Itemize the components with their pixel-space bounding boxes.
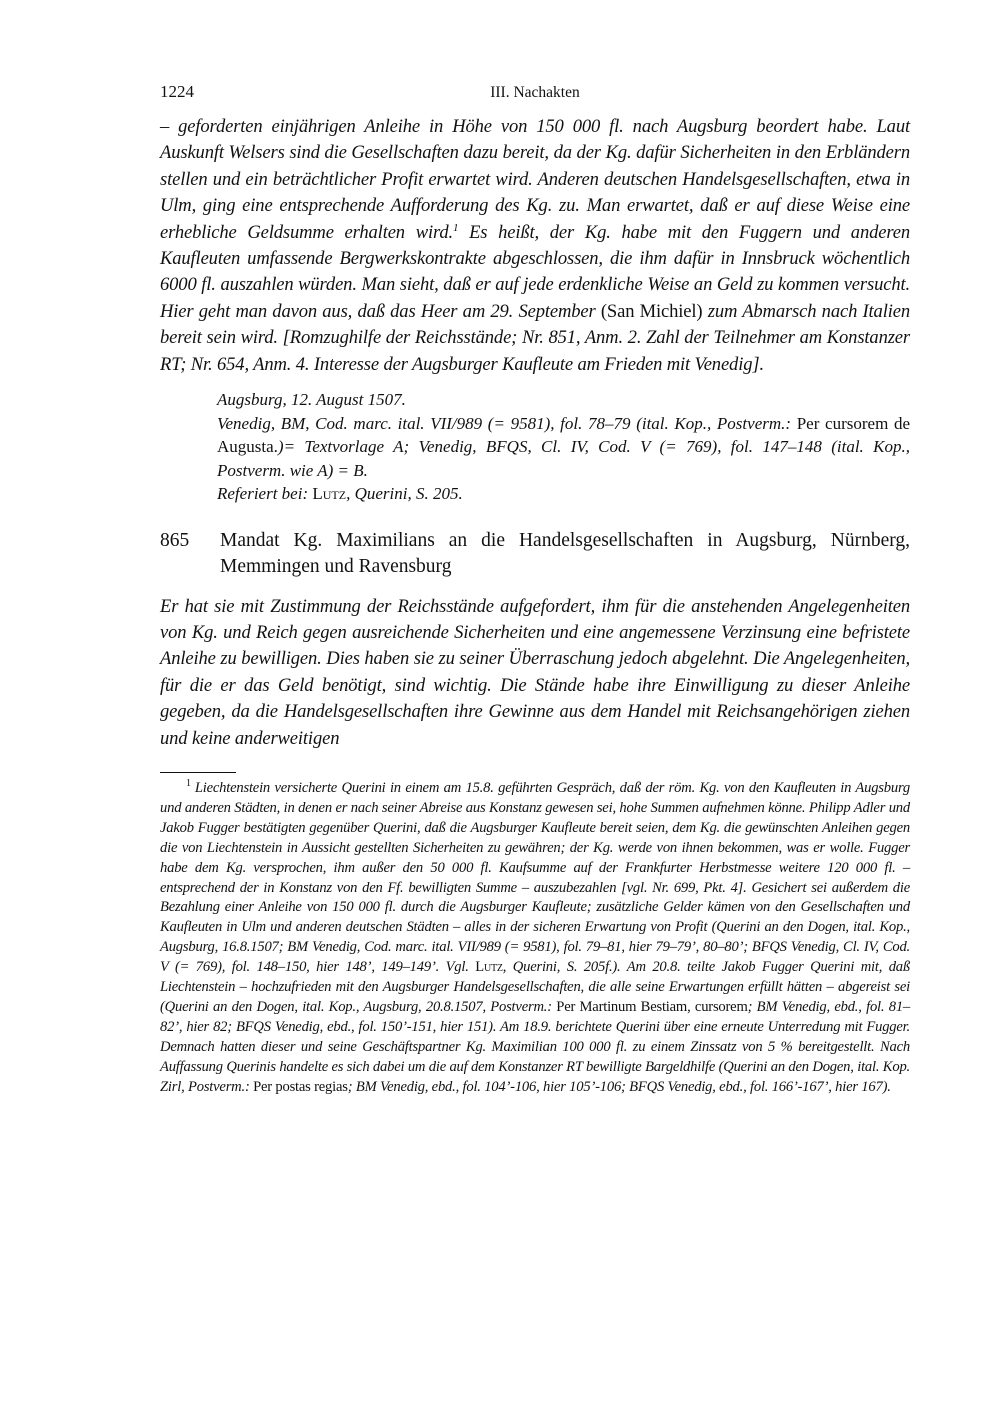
continuation-upright-text: (San Michiel) <box>600 300 703 322</box>
footnote-text: Liechtenstein versicherte Querini in einem am 15.8. geführten Gespräch, daß der röm. Kg. von den Kaufleuten in Augsburg und anderen Städten, in denen er nach seiner Abreise aus Konstanz gewesen sei, hohe Summen aufnehmen könne. Philipp Adler und Jakob Fugger bestätigten gegenüber Querini, daß die Augsburger Kaufleute bereit seien, dem Kg. die gewünschten Anleihen gegen die von Liechtenstein in Aussicht gestellten Sicherheiten zu gewähren; der Kg. werde von ihnen bekommen, was er wolle. Fugger habe dem Kg. versprochen, ihm außer den 50 000 fl. Kaufsumme auf der Frankfurter Herbstmesse weitere 120 000 fl. – entsprechend der in Konstanz von den Ff. bewilligten Summe – auszubezahlen [vgl. Nr. 699, Pkt. 4]. Gesichert sei außerdem die Bezahlung einer Anleihe von 150 000 fl. durch die Augsburger Kaufleute; zusätzliche Gelder kämen von den Gesellschaften und Kaufleuten in Ulm und anderen deutschen Städten – alles in der sicheren Erwartung von Profit (Querini an den Dogen, ital. Kop., Augsburg, 16.8.1507; BM Venedig, Cod. marc. ital. VII/989 (= 9581), fol. 79–81, hier 79–79’, 80–80’; BFQS Venedig, Cl. IV, Cod. V (= 769), fol. 148–150, hier 148’, 149–149’. Vgl. <box>160 780 910 976</box>
referenced-label: Referiert bei: <box>217 484 313 504</box>
referenced-author: Lutz <box>312 484 347 504</box>
page-number: 1224 <box>160 82 194 101</box>
referenced-by <box>217 482 910 506</box>
archive-upright-text: Per cursorem de Augusta. <box>217 413 910 457</box>
footnote-divider <box>160 772 236 773</box>
document-page <box>160 80 910 1112</box>
archive-reference <box>217 412 910 483</box>
document-number: 865 <box>160 529 190 551</box>
archive-text: )= Textvorlage A; Venedig, BFQS, Cl. IV, Cod. V (= 769), fol. 147–148 (ital. Kop., Postverm. wie A) = B. <box>217 437 910 480</box>
source-block <box>217 388 910 506</box>
section-title: III. Nachakten <box>490 84 580 101</box>
document-regest: Er hat sie mit Zustimmung der Reichsstände aufgefordert, ihm für die anstehenden Angelegenheiten von Kg. und Reich gegen ausreichende Sicherheiten und eine angemessene Verzinsung eine befristete Anleihe zu bewilligen. Dies haben sie zu seiner Überraschung jedoch abgelehnt. Die Angelegenheiten, für die er das Geld benötigt, sind wichtig. Die Stände habe ihre Einwilligung zu dieser Anleihe gegeben, da die Handelsgesellschaften ihre Gewinne aus dem Handel mit Reichsangehörigen ziehen und keine anderweitigen <box>160 595 910 749</box>
running-head <box>160 80 910 110</box>
document-title: Mandat Kg. Maximilians an die Handelsgesellschaften in Augsburg, Nürnberg, Memmingen und Ravensburg <box>220 529 910 577</box>
archive-text: Venedig, BM, Cod. marc. ital. VII/989 (= 9581), fol. 78–79 (ital. Kop., Postverm.: <box>217 413 797 433</box>
footnote-mark: 1 <box>186 778 191 790</box>
document-heading <box>160 528 910 580</box>
date-place: Augsburg, 12. August 1507. <box>217 390 406 410</box>
footnote-upright-text: Per Martinum Bestiam, cursorem <box>556 998 748 1015</box>
continuation-text: – geforderten einjährigen Anleihe in Höhe von 150 000 fl. nach Augsburg beordert habe. Laut Auskunft Welsers sind die Gesellschaften dazu bereit, da der Kg. dafür Sicherheiten in den Erbländern stellen und ein beträchtlicher Profit erwartet wird. Anderen deutschen Handelsgesellschaften, etwa in Ulm, ging eine entsprechende Aufforderung des Kg. zu. Man erwartet, daß er auf diese Weise eine erhebliche Geldsumme erhalten wird. <box>160 116 910 243</box>
footnote-upright-text: Per postas regias <box>253 1078 348 1095</box>
continuation-paragraph <box>160 114 910 378</box>
footnote <box>160 779 910 1098</box>
continuation-text: Es heißt, der Kg. habe mit den Fuggern und anderen Kaufleuten umfassende Bergwerkskontrakte abgeschlossen, die ihm dafür in Innsbruck wöchentlich 6000 fl. auszahlen würden. Man sieht, daß er auf jede erdenkliche Weise an Geld zu kommen versucht. Hier geht man davon aus, daß das Heer am 29. September <box>160 221 910 322</box>
footnote-reference[interactable]: 1 <box>453 221 459 234</box>
footnote-text: ; BM Venedig, ebd., fol. 81–82’, hier 82; BFQS Venedig, ebd., fol. 150’-151, hier 151). Am 18.9. berichtete Querini über eine erneute Unterredung mit Fugger. Demnach hatten dieser und seine Geschäftspartner Kg. Maximilian 100 000 fl. zu einem Zinssatz von 5 % bereitgestellt. Nach Auffassung Querinis handelte es sich dabei um die auf dem Konstanzer RT bewilligte Bargeldhilfe (Querini an den Dogen, ital. Kop. Zirl, Postverm.: <box>160 998 911 1095</box>
footnote-text: ; BM Venedig, ebd., fol. 104’-106, hier 105’-106; BFQS Venedig, ebd., fol. 166’-167’, hier 167). <box>347 1078 891 1095</box>
footnote-text: , Querini, S. 205f.). Am 20.8. teilte Jakob Fugger Querini mit, daß Liechtenstein – hochzufrieden mit den Augsburger Handelsgesellschaften, die alle seine Erwartungen erfüllt hätten – abgereist sei (Querini an den Dogen, ital. Kop., Augsburg, 20.8.1507, Postverm.: <box>160 959 910 1015</box>
footnote-author: Lutz <box>475 959 503 976</box>
continuation-text: zum Abmarsch nach Italien bereit sein wird. [Romzughilfe der Reichsstände; Nr. 851, Anm. 2. Zahl der Teilnehmer am Konstanzer RT; Nr. 654, Anm. 4. Interesse der Augsburger Kaufleute am Frieden mit Venedig]. <box>160 300 910 375</box>
referenced-rest: , Querini, S. 205. <box>346 484 463 504</box>
